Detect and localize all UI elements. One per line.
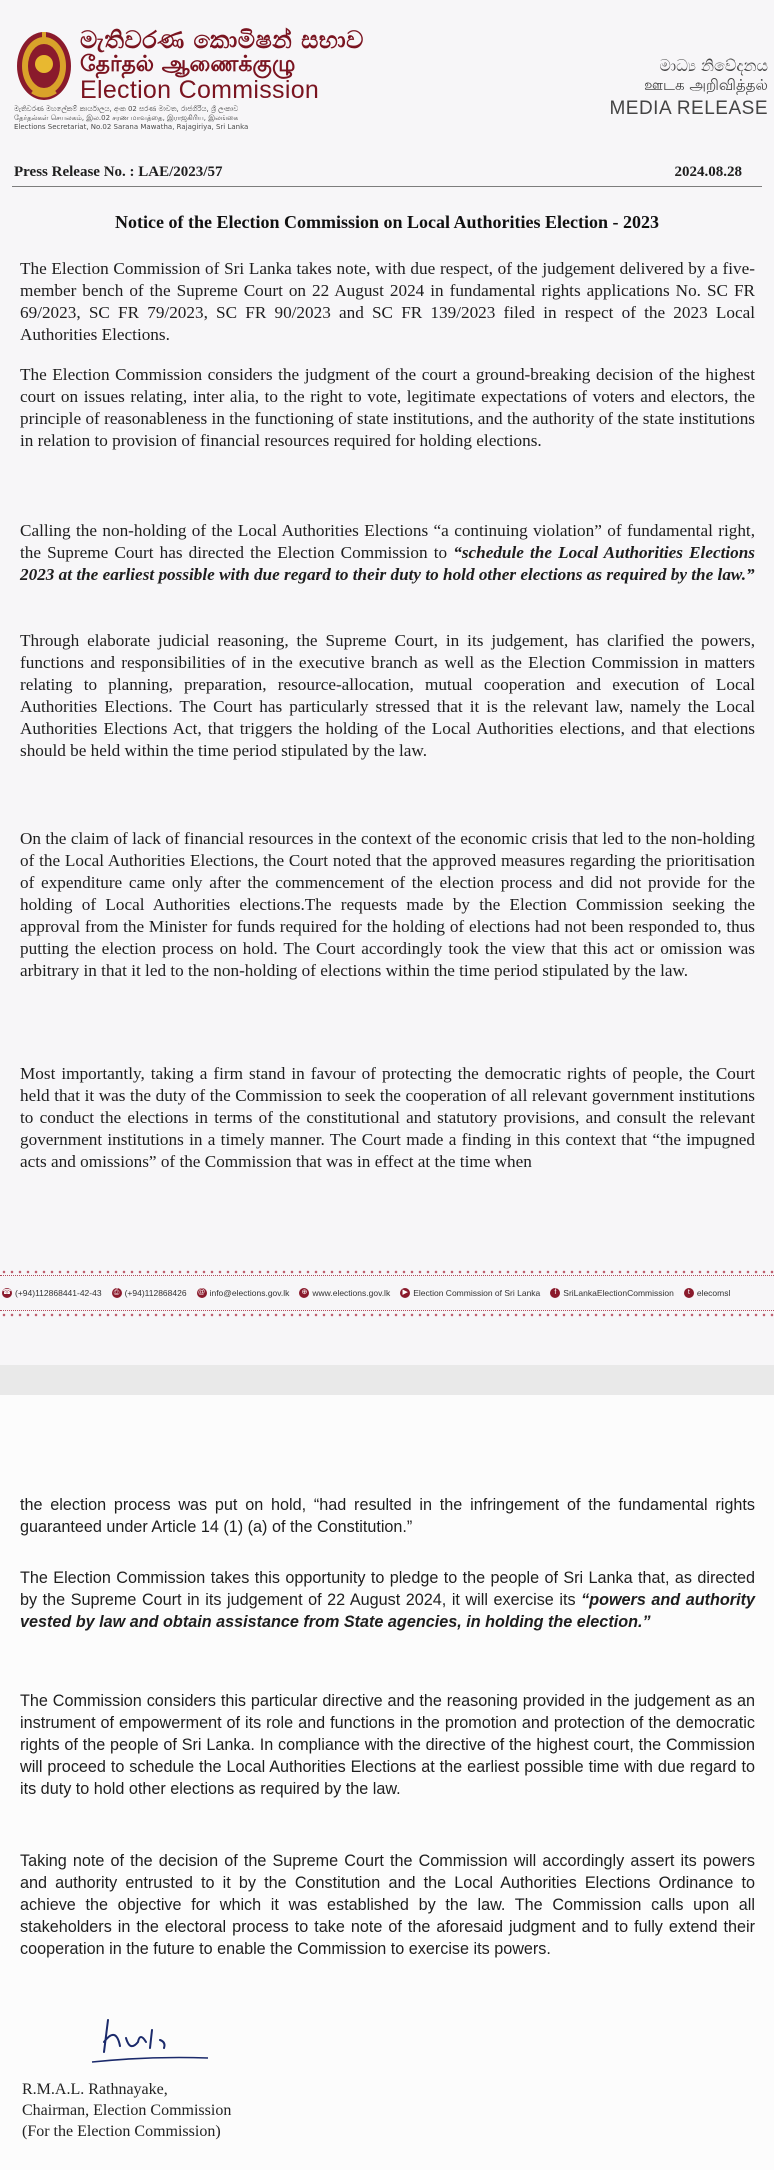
divider [12, 186, 762, 187]
letterhead [0, 0, 774, 155]
contact-footer [0, 1275, 774, 1311]
footer-facebook-text: SriLankaElectionCommission [563, 1288, 674, 1298]
press-release-number: Press Release No. : LAE/2023/57 [14, 164, 223, 180]
twitter-icon: t [684, 1288, 694, 1298]
footer-twitter-text: elecomsl [696, 1288, 731, 1298]
paragraph-3 [20, 520, 755, 586]
footer-twitter[interactable] [684, 1288, 731, 1298]
footer-border-top [0, 1270, 774, 1274]
sri-lanka-emblem-icon [14, 26, 74, 102]
footer-facebook[interactable] [550, 1288, 674, 1298]
document-title: Notice of the Election Commission on Local Authorities Election - 2023 [115, 212, 659, 232]
footer-email[interactable] [197, 1288, 290, 1298]
footer-fax-text: (+94)112868426 [124, 1288, 187, 1298]
paragraph-6: Most importantly, taking a firm stand in favour of protecting the democratic rights of people, the Court held that it was the duty of the Commission to seek the cooperation of all relevant government institutions to conduct the elections in terms of the constitutional and statutory provisions, and consult the relevant government institutions in a timely manner. The Court made a finding in this context that “the impugned acts and omissions” of the Commission that was in effect at the time when [20, 1064, 755, 1171]
phone-icon: ☎ [2, 1289, 12, 1296]
paragraph-8 [20, 1567, 755, 1633]
footer-email-text: info@elections.gov.lk [209, 1288, 290, 1298]
paragraph-7: the election process was put on hold, “had resulted in the infringement of the fundamental rights guaranteed under Article 14 (1) (a) of the Constitution.” [20, 1496, 755, 1536]
address-tamil: தேர்தல்கள் செயலகம், இல.02 சரண மாவத்தை, இராஜகிரிய, இலங்கை [14, 114, 239, 122]
media-release-sinhala: මාධ්‍ය නිවේදනය [659, 56, 768, 75]
globe-icon: ⊕ [299, 1288, 309, 1298]
org-name-sinhala: මැතිවරණ කොමිෂන් සභාව [80, 26, 364, 54]
footer-youtube-text: Election Commission of Sri Lanka [413, 1288, 541, 1298]
facebook-icon: f [550, 1288, 560, 1298]
press-release-date: 2024.08.28 [674, 164, 742, 180]
email-icon: @ [198, 1289, 206, 1296]
paragraph-10: Taking note of the decision of the Supreme Court the Commission will accordingly assert its powers and authority entrusted to it by the Constitution and the Local Authorities Elections Ordinance to achieve the objective for which it was established by the law. The Commission calls upon all stakeholders in the electoral process to take note of the aforesaid judgment and to fully extend their cooperation in the future to enable the Commission to exercise its powers. [20, 1852, 755, 1958]
paragraph-2: The Election Commission considers the judgment of the court a ground-breaking decision of the highest court on issues relating, inter alia, to the right to vote, legitimate expectations of voters and electors, the principle of reasonableness in the functioning of state institutions, and the authority of the state institutions in relation to provision of financial resources required for holding elections. [20, 365, 755, 450]
footer-website-text: www.elections.gov.lk [312, 1288, 391, 1298]
paragraph-8-text: The Election Commission takes this opportunity to pledge to the people of Sri Lanka that, as directed by the Supreme Court in its judgement of 22 August 2024, it will exercise its [20, 1569, 755, 1609]
address-english: Elections Secretariat, No.02 Sarana Mawatha, Rajagiriya, Sri Lanka [14, 123, 249, 131]
paragraph-3-text: Calling the non-holding of the Local Authorities Elections “a continuing violation” of fundamental right, the Supreme Court has directed the Election Commission to [20, 521, 755, 562]
paragraph-8-quote: “powers and authority vested by law and obtain assistance from State agencies, in holding the election.” [20, 1591, 755, 1631]
paragraph-3-quote: “schedule the Local Authorities Elections 2023 at the earliest possible with due regard to their duty to hold other elections as required by the law.” [20, 543, 755, 584]
handwritten-signature-icon [90, 2012, 210, 2074]
fax-icon: ⎙ [112, 1288, 122, 1298]
footer-phone[interactable] [2, 1288, 102, 1298]
org-name-tamil: தேர்தல் ஆணைக்குழு [80, 52, 296, 77]
paragraph-9: The Commission considers this particular directive and the reasoning provided in the judgement as an instrument of empowerment of its role and functions in the promotion and protection of the democratic rights of the people of Sri Lanka. In compliance with the directive of the highest court, the Commission will proceed to schedule the Local Authorities Elections at the earliest possible time with due regard to its duty to hold other elections as required by the law. [20, 1692, 755, 1798]
address-sinhala: මැතිවරණ මහලේකම් කාර්යාලය, අංක 02 සරණ මාවත, රාජගිරිය, ශ්‍රී ලංකාව [14, 105, 239, 113]
paragraph-5: On the claim of lack of financial resources in the context of the economic crisis that led to the non-holding of the Local Authorities Elections, the Court noted that the approved measures regarding the prioritisation of expenditure came only after the commencement of the election process and did not provide for the holding of Local Authorities elections.The requests made by the Election Commission seeking the approval from the Minister for funds required for the holding of elections had not been responded to, thus putting the election process on hold. The Court accordingly took the view that this act or omission was arbitrary in that it led to the non-holding of elections within the time period stipulated by the law. [20, 829, 755, 980]
media-release-english: MEDIA RELEASE [609, 98, 768, 119]
footer-border-bottom [0, 1313, 774, 1317]
paragraph-4: Through elaborate judicial reasoning, the Supreme Court, in its judgement, has clarified the powers, functions and responsibilities of in the executive branch as well as the Election Commission in matters relating to planning, preparation, resource-allocation, mutual cooperation and execution of Local Authorities Elections. The Court has particularly stressed that it is the relevant law, namely the Local Authorities Elections Act, that triggers the holding of the Local Authorities elections, and that elections should be held within the time period stipulated by the law. [20, 631, 755, 760]
footer-fax[interactable] [112, 1288, 187, 1298]
media-release-tamil: ஊடக அறிவித்தல் [644, 76, 768, 94]
footer-website[interactable] [299, 1288, 390, 1298]
signatory-on-behalf: (For the Election Commission) [22, 2123, 221, 2140]
youtube-icon: ▶ [400, 1288, 410, 1298]
footer-youtube[interactable] [400, 1288, 540, 1298]
signatory-role: Chairman, Election Commission [22, 2102, 232, 2119]
footer-phone-text: (+94)112868441-42-43 [15, 1288, 102, 1298]
org-name-english: Election Commission [80, 76, 320, 104]
signatory-name: R.M.A.L. Rathnayake, [22, 2081, 168, 2098]
paragraph-1: The Election Commission of Sri Lanka takes note, with due respect, of the judgement delivered by a five-member bench of the Supreme Court on 22 August 2024 in fundamental rights applications No. SC FR 69/2023, SC FR 79/2023, SC FR 90/2023 and SC FR 139/2023 filed in respect of the 2023 Local Authorities Elections. [20, 259, 755, 344]
